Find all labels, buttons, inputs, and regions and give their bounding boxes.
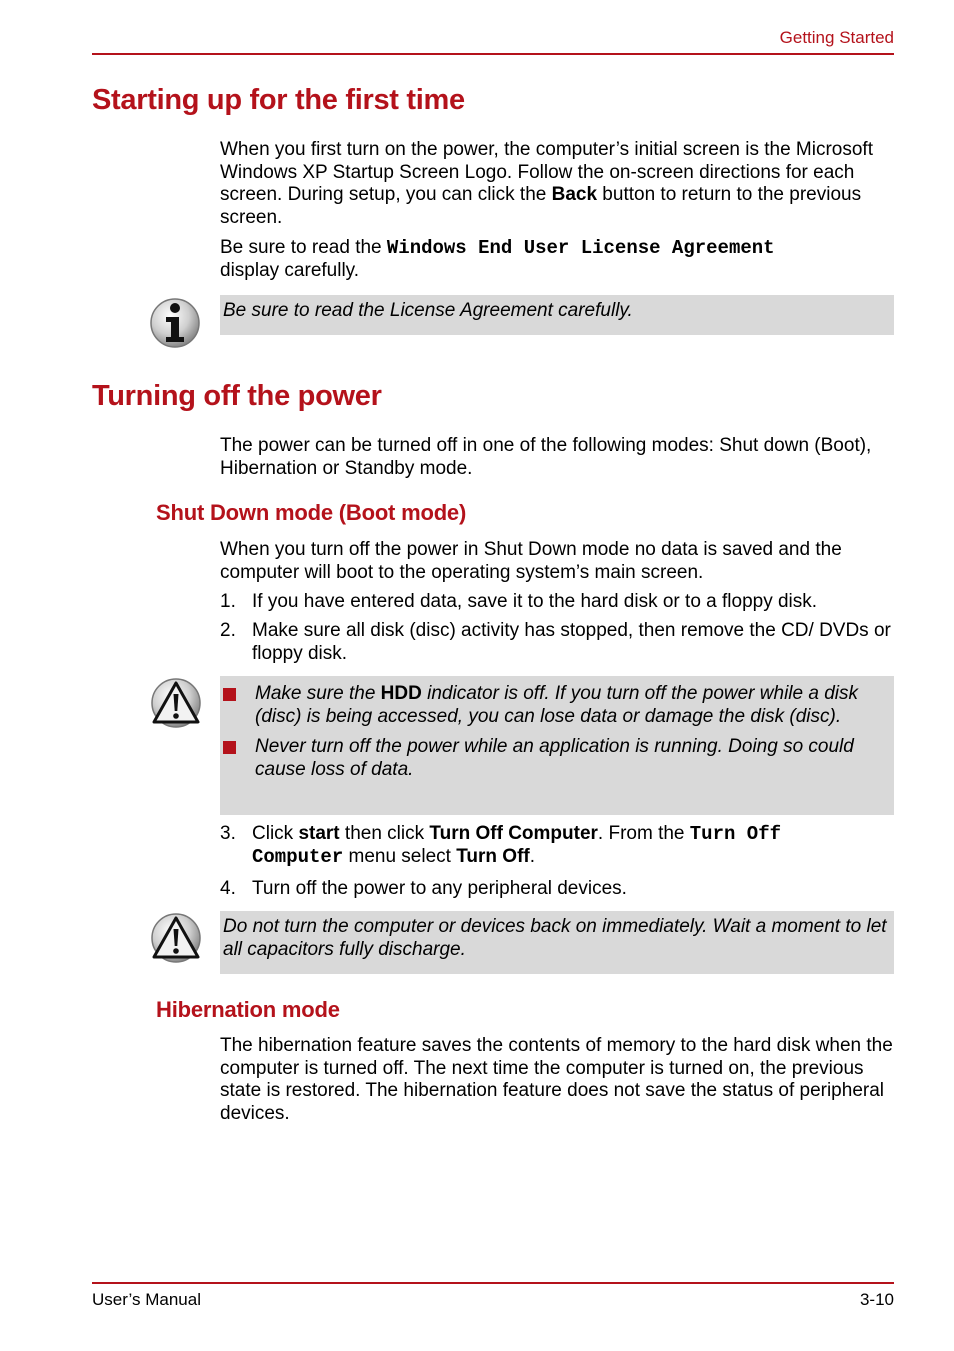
caution-text: Do not turn the computer or devices back on immediately. Wait a moment to let all capacitors fully discharge. <box>223 916 887 960</box>
license-text-end: display carefully. <box>220 259 360 281</box>
turn-off-computer-label: Turn Off Computer <box>429 823 598 844</box>
step-text: If you have entered data, save it to the hard disk or to a floppy disk. <box>252 591 818 612</box>
warning-icon <box>149 911 203 965</box>
caution-text: Make sure the <box>255 683 381 704</box>
caution-text: Never turn off the power while an application is running. Doing so could cause loss of data. <box>255 736 854 780</box>
step-text-part: . From the <box>597 823 690 844</box>
license-agreement-name: Windows End User License Agreement <box>386 237 775 259</box>
info-icon <box>149 296 203 350</box>
startup-text-end: button to return to the previous screen. <box>220 184 862 228</box>
caution-item <box>220 683 894 728</box>
page-number: 3-10 <box>859 1290 894 1309</box>
startup-paragraph <box>220 139 894 229</box>
section-title-startup: Starting up for the first time <box>92 84 465 116</box>
step-number: 1. <box>220 591 236 612</box>
license-paragraph <box>220 237 894 282</box>
step-number: 2. <box>220 620 236 641</box>
header-rule <box>92 53 894 55</box>
step-number: 4. <box>220 878 236 899</box>
caution-box-capacitors <box>220 911 894 974</box>
step-text-part: then click <box>339 823 430 844</box>
subsection-title-shutdown: Shut Down mode (Boot mode) <box>156 500 467 525</box>
bullet-square-icon <box>223 688 236 701</box>
menu-name-part: Turn Off <box>689 823 781 845</box>
menu-name-part: Computer <box>252 845 344 868</box>
footer-manual-label: User’s Manual <box>92 1290 201 1309</box>
back-button-label: Back <box>551 184 598 205</box>
footer-rule <box>92 1282 894 1284</box>
section-title-turning-off: Turning off the power <box>92 380 382 412</box>
running-header: Getting Started <box>779 28 894 47</box>
caution-box-shutdown <box>220 676 894 815</box>
step-text-part: Click <box>252 823 299 844</box>
step-text-part: . <box>529 845 536 867</box>
step-text <box>252 823 892 868</box>
bullet-square-icon <box>223 741 236 754</box>
license-text: Be sure to read the <box>220 237 387 258</box>
step-text: Turn off the power to any peripheral devices. <box>252 878 627 899</box>
step-text-part: menu select <box>343 845 457 867</box>
startup-text: When you first turn on the power, the computer’s initial screen is the Microsoft Windows XP Startup Screen Logo. Follow the on-screen directions for each screen. During setup, you can click the <box>220 139 873 205</box>
step-number: 3. <box>220 823 236 844</box>
step-text: Make sure all disk (disc) activity has stopped, then remove the CD/ DVDs or floppy disk. <box>252 620 891 664</box>
turn-off-label: Turn Off <box>456 845 530 867</box>
hdd-label: HDD <box>380 683 422 704</box>
start-label: start <box>298 823 340 844</box>
warning-icon <box>149 676 203 730</box>
caution-item <box>220 736 894 781</box>
note-text-license: Be sure to read the License Agreement carefully. <box>223 300 633 321</box>
subsection-title-hibernation: Hibernation mode <box>156 997 340 1022</box>
hibernation-text: The hibernation feature saves the contents of memory to the hard disk when the computer is turned off. The next time the computer is turned on, the previous state is restored. The hibernation feature does not save the status of peripheral devices. <box>220 1035 893 1124</box>
turning-off-intro: The power can be turned off in one of the following modes: Shut down (Boot), Hibernation or Standby mode. <box>220 435 872 479</box>
note-box-license <box>220 295 894 335</box>
caution-text-end: indicator is off. If you turn off the power while a disk (disc) is being accessed, you can lose data or damage the disk (disc). <box>255 683 858 727</box>
shutdown-intro: When you turn off the power in Shut Down mode no data is saved and the computer will boot to the operating system’s main screen. <box>220 539 842 583</box>
